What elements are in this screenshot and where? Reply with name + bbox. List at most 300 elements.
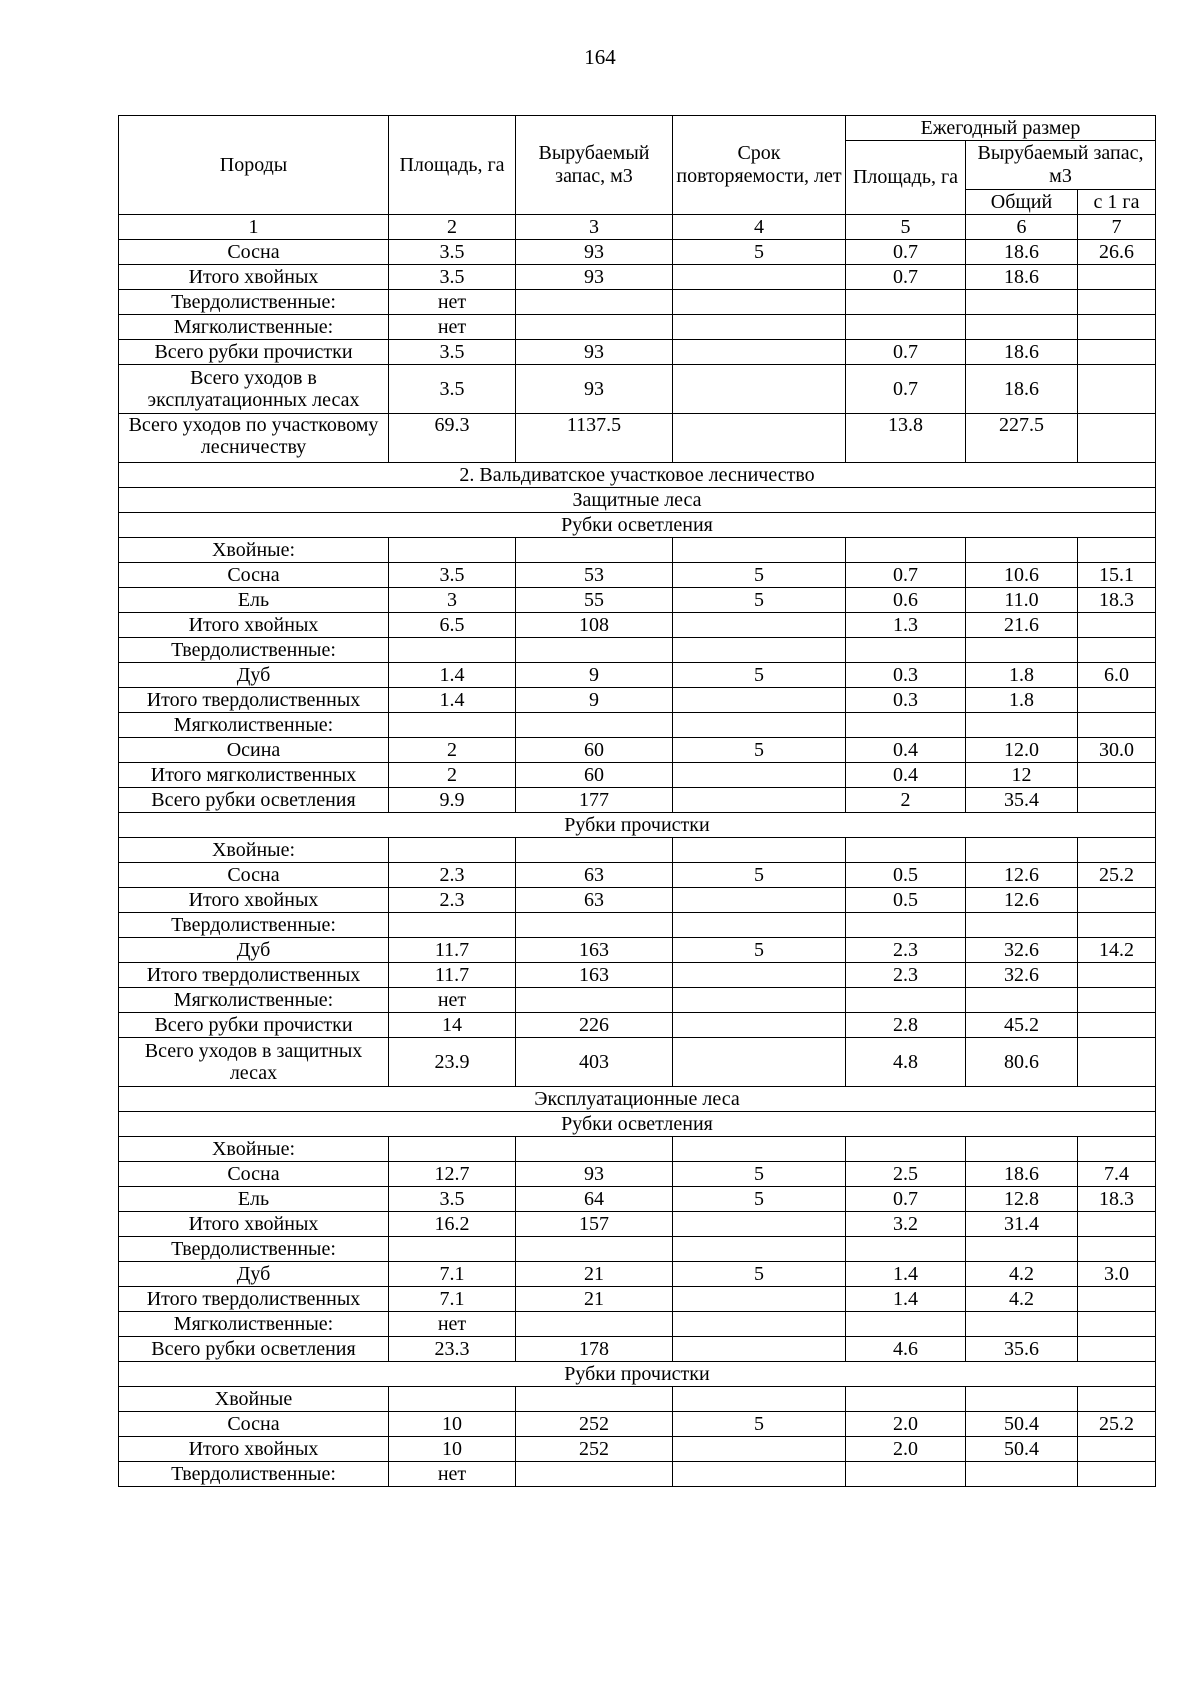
section-row (119, 513, 1156, 538)
cell-annual-area: 0.4 (846, 738, 966, 763)
cell-area: 9.9 (389, 788, 516, 813)
cell-felled-volume: 60 (516, 763, 673, 788)
cell-annual-area: 0.3 (846, 688, 966, 713)
cell-recurrence (673, 414, 846, 463)
cell-area: 3 (389, 588, 516, 613)
cell-species: Хвойные: (119, 1137, 389, 1162)
cell-annual-area (846, 638, 966, 663)
cell-annual-area (846, 290, 966, 315)
cell-species: Сосна (119, 563, 389, 588)
cell-annual-area: 2.3 (846, 963, 966, 988)
cell-recurrence (673, 1137, 846, 1162)
cell-annual-per-ha (1078, 1237, 1156, 1262)
cell-recurrence: 5 (673, 1187, 846, 1212)
cell-recurrence (673, 888, 846, 913)
cell-area: 11.7 (389, 963, 516, 988)
cell-annual-area: 0.7 (846, 365, 966, 414)
cell-annual-per-ha (1078, 1337, 1156, 1362)
cell-area (389, 1137, 516, 1162)
cell-felled-volume: 53 (516, 563, 673, 588)
cell-annual-per-ha (1078, 1013, 1156, 1038)
cell-species: Твердолиственные: (119, 1462, 389, 1487)
cell-annual-total: 1.8 (966, 663, 1078, 688)
cell-annual-per-ha: 18.3 (1078, 1187, 1156, 1212)
cell-felled-volume: 163 (516, 938, 673, 963)
header-annual-per-ha: с 1 га (1078, 190, 1156, 215)
section-row (119, 1087, 1156, 1112)
cell-felled-volume: 157 (516, 1212, 673, 1237)
cell-recurrence (673, 688, 846, 713)
cell-annual-total: 12 (966, 763, 1078, 788)
cell-recurrence (673, 713, 846, 738)
header-felled-volume: Вырубаемый запас, м3 (516, 116, 673, 215)
cell-recurrence (673, 1237, 846, 1262)
cell-annual-area: 0.7 (846, 1187, 966, 1212)
cell-species: Итого хвойных (119, 613, 389, 638)
table-row (119, 365, 1156, 414)
cell-annual-total: 35.6 (966, 1337, 1078, 1362)
cell-species: Хвойные (119, 1387, 389, 1412)
table-row (119, 1462, 1156, 1487)
cell-recurrence: 5 (673, 588, 846, 613)
table-body (119, 116, 1156, 1487)
cell-annual-per-ha (1078, 1387, 1156, 1412)
cell-area: 3.5 (389, 265, 516, 290)
cell-felled-volume: 93 (516, 265, 673, 290)
header-annual-volume: Вырубаемый запас, м3 (966, 141, 1156, 190)
header-area: Площадь, га (389, 116, 516, 215)
table-row (119, 265, 1156, 290)
cell-annual-area: 0.4 (846, 763, 966, 788)
table-row (119, 290, 1156, 315)
cell-felled-volume (516, 1137, 673, 1162)
table-row (119, 1187, 1156, 1212)
table-row (119, 1162, 1156, 1187)
cell-recurrence: 5 (673, 563, 846, 588)
cell-species: Мягколиственные: (119, 315, 389, 340)
cell-felled-volume: 252 (516, 1437, 673, 1462)
cell-species: Итого твердолиственных (119, 688, 389, 713)
cell-area: нет (389, 315, 516, 340)
cell-felled-volume (516, 988, 673, 1013)
cell-recurrence (673, 1013, 846, 1038)
cell-annual-area: 1.4 (846, 1287, 966, 1312)
cell-area: 10 (389, 1437, 516, 1462)
col-number: 5 (846, 215, 966, 240)
cell-annual-area: 0.6 (846, 588, 966, 613)
cell-annual-per-ha (1078, 763, 1156, 788)
cell-annual-area (846, 538, 966, 563)
cell-annual-per-ha: 25.2 (1078, 1412, 1156, 1437)
cell-species: Итого мягколиственных (119, 763, 389, 788)
cell-annual-per-ha (1078, 888, 1156, 913)
cell-felled-volume: 21 (516, 1262, 673, 1287)
cell-species: Всего рубки осветления (119, 788, 389, 813)
cell-area: 3.5 (389, 340, 516, 365)
cell-felled-volume (516, 913, 673, 938)
table-row (119, 1262, 1156, 1287)
section-label: Защитные леса (119, 488, 1156, 513)
cell-annual-total: 32.6 (966, 963, 1078, 988)
header-annual-size: Ежегодный размер (846, 116, 1156, 141)
cell-area: 7.1 (389, 1262, 516, 1287)
cell-felled-volume (516, 290, 673, 315)
col-number: 7 (1078, 215, 1156, 240)
cell-species: Всего уходов в эксплуатационных лесах (119, 365, 389, 414)
cell-annual-per-ha: 15.1 (1078, 563, 1156, 588)
col-number: 3 (516, 215, 673, 240)
cell-area: 2.3 (389, 888, 516, 913)
cell-annual-total: 12.6 (966, 888, 1078, 913)
cell-area (389, 638, 516, 663)
table-row (119, 538, 1156, 563)
cell-annual-per-ha (1078, 414, 1156, 463)
cell-recurrence: 5 (673, 240, 846, 265)
cell-area: 7.1 (389, 1287, 516, 1312)
table-row (119, 988, 1156, 1013)
cell-felled-volume: 1137.5 (516, 414, 673, 463)
table-row (119, 738, 1156, 763)
cell-annual-total: 32.6 (966, 938, 1078, 963)
cell-annual-area: 2.5 (846, 1162, 966, 1187)
cell-recurrence (673, 265, 846, 290)
cell-area: нет (389, 1462, 516, 1487)
cell-annual-total: 12.8 (966, 1187, 1078, 1212)
table-row (119, 1137, 1156, 1162)
table-row (119, 1212, 1156, 1237)
cell-felled-volume: 93 (516, 340, 673, 365)
table-row (119, 414, 1156, 463)
cell-annual-per-ha (1078, 1462, 1156, 1487)
cell-annual-per-ha (1078, 988, 1156, 1013)
table-row (119, 315, 1156, 340)
cell-felled-volume: 63 (516, 863, 673, 888)
cell-species: Мягколиственные: (119, 713, 389, 738)
cell-annual-total: 18.6 (966, 1162, 1078, 1187)
cell-annual-per-ha (1078, 1038, 1156, 1087)
cell-annual-area: 4.6 (846, 1337, 966, 1362)
cell-annual-total (966, 1237, 1078, 1262)
cell-recurrence (673, 1337, 846, 1362)
cell-recurrence (673, 1387, 846, 1412)
table-row (119, 638, 1156, 663)
cell-felled-volume (516, 1312, 673, 1337)
cell-recurrence: 5 (673, 663, 846, 688)
cell-felled-volume: 108 (516, 613, 673, 638)
cell-annual-total: 227.5 (966, 414, 1078, 463)
cell-annual-area: 2.3 (846, 938, 966, 963)
header-row-1 (119, 116, 1156, 141)
header-annual-area: Площадь, га (846, 141, 966, 215)
cell-species: Всего уходов в защитных лесах (119, 1038, 389, 1087)
cell-felled-volume: 64 (516, 1187, 673, 1212)
cell-annual-area: 0.7 (846, 240, 966, 265)
cell-species: Сосна (119, 1162, 389, 1187)
cell-felled-volume: 403 (516, 1038, 673, 1087)
cell-annual-area: 4.8 (846, 1038, 966, 1087)
cell-felled-volume (516, 713, 673, 738)
table-row (119, 863, 1156, 888)
cell-felled-volume (516, 1387, 673, 1412)
cell-recurrence (673, 988, 846, 1013)
cell-annual-area (846, 713, 966, 738)
section-row (119, 488, 1156, 513)
cell-area: 2 (389, 738, 516, 763)
cell-area: 1.4 (389, 663, 516, 688)
cell-annual-per-ha: 30.0 (1078, 738, 1156, 763)
section-label: Рубки осветления (119, 513, 1156, 538)
cell-annual-per-ha (1078, 713, 1156, 738)
cell-area (389, 838, 516, 863)
header-species: Породы (119, 116, 389, 215)
cell-annual-area: 2 (846, 788, 966, 813)
cell-annual-area: 2.8 (846, 1013, 966, 1038)
cell-annual-total: 4.2 (966, 1287, 1078, 1312)
header-recurrence: Срок повторяемости, лет (673, 116, 846, 215)
cell-annual-total: 10.6 (966, 563, 1078, 588)
cell-annual-per-ha (1078, 538, 1156, 563)
cell-annual-total (966, 1387, 1078, 1412)
cell-felled-volume: 21 (516, 1287, 673, 1312)
cell-annual-area (846, 315, 966, 340)
cell-felled-volume (516, 1462, 673, 1487)
cell-species: Твердолиственные: (119, 913, 389, 938)
cell-area: нет (389, 1312, 516, 1337)
cell-annual-per-ha (1078, 365, 1156, 414)
cell-annual-total (966, 315, 1078, 340)
section-label: Рубки прочистки (119, 813, 1156, 838)
cell-annual-per-ha (1078, 265, 1156, 290)
cell-species: Итого хвойных (119, 1212, 389, 1237)
cell-annual-area: 0.5 (846, 863, 966, 888)
cell-recurrence (673, 1437, 846, 1462)
cell-area: 3.5 (389, 563, 516, 588)
cell-species: Всего уходов по участковому лесничеству (119, 414, 389, 463)
cell-annual-area (846, 913, 966, 938)
cell-annual-per-ha: 25.2 (1078, 863, 1156, 888)
cell-recurrence (673, 538, 846, 563)
table-row (119, 1287, 1156, 1312)
cell-area (389, 1387, 516, 1412)
table-row (119, 713, 1156, 738)
table-row (119, 1312, 1156, 1337)
cell-annual-per-ha (1078, 688, 1156, 713)
cell-area (389, 713, 516, 738)
cell-felled-volume: 163 (516, 963, 673, 988)
table-row (119, 838, 1156, 863)
table-row (119, 1013, 1156, 1038)
cell-recurrence: 5 (673, 863, 846, 888)
cell-annual-total: 18.6 (966, 340, 1078, 365)
table-row (119, 663, 1156, 688)
cell-felled-volume: 93 (516, 1162, 673, 1187)
cell-annual-area: 1.3 (846, 613, 966, 638)
cell-recurrence (673, 1287, 846, 1312)
cell-annual-total (966, 638, 1078, 663)
cell-recurrence (673, 1312, 846, 1337)
cell-annual-total (966, 838, 1078, 863)
cell-annual-per-ha: 6.0 (1078, 663, 1156, 688)
cell-species: Дуб (119, 663, 389, 688)
cell-annual-total: 45.2 (966, 1013, 1078, 1038)
cell-annual-area: 0.7 (846, 563, 966, 588)
cell-annual-area (846, 988, 966, 1013)
table-row (119, 788, 1156, 813)
col-number: 4 (673, 215, 846, 240)
cell-annual-area: 0.5 (846, 888, 966, 913)
cell-annual-per-ha: 26.6 (1078, 240, 1156, 265)
table-row (119, 1412, 1156, 1437)
cell-annual-per-ha (1078, 788, 1156, 813)
cell-annual-area: 3.2 (846, 1212, 966, 1237)
table-row (119, 613, 1156, 638)
cell-species: Итого твердолиственных (119, 963, 389, 988)
cell-annual-total (966, 913, 1078, 938)
cell-annual-per-ha (1078, 1437, 1156, 1462)
table-row (119, 1237, 1156, 1262)
cell-annual-per-ha (1078, 1212, 1156, 1237)
cell-felled-volume (516, 538, 673, 563)
cell-felled-volume: 93 (516, 365, 673, 414)
cell-area (389, 913, 516, 938)
cell-annual-total (966, 1462, 1078, 1487)
cell-area: 10 (389, 1412, 516, 1437)
cell-species: Итого хвойных (119, 1437, 389, 1462)
cell-annual-per-ha (1078, 290, 1156, 315)
cell-species: Ель (119, 588, 389, 613)
cell-area: 14 (389, 1013, 516, 1038)
cell-annual-total: 50.4 (966, 1412, 1078, 1437)
col-number: 2 (389, 215, 516, 240)
table-row (119, 563, 1156, 588)
cell-annual-area: 2.0 (846, 1412, 966, 1437)
cell-species: Хвойные: (119, 838, 389, 863)
cell-area: 23.3 (389, 1337, 516, 1362)
cell-area: 3.5 (389, 1187, 516, 1212)
cell-annual-area: 1.4 (846, 1262, 966, 1287)
cell-annual-area (846, 1387, 966, 1412)
table-row (119, 888, 1156, 913)
cell-annual-per-ha (1078, 638, 1156, 663)
page-number: 164 (584, 45, 616, 69)
cell-felled-volume: 9 (516, 663, 673, 688)
cell-annual-total: 50.4 (966, 1437, 1078, 1462)
cell-annual-area: 0.7 (846, 265, 966, 290)
cell-species: Мягколиственные: (119, 988, 389, 1013)
cell-annual-area: 13.8 (846, 414, 966, 463)
cell-recurrence (673, 613, 846, 638)
cell-annual-per-ha (1078, 340, 1156, 365)
cell-felled-volume: 226 (516, 1013, 673, 1038)
cell-annual-per-ha: 18.3 (1078, 588, 1156, 613)
cell-area: 1.4 (389, 688, 516, 713)
cell-species: Итого твердолиственных (119, 1287, 389, 1312)
cell-species: Мягколиственные: (119, 1312, 389, 1337)
table-row (119, 1038, 1156, 1087)
section-label: Рубки осветления (119, 1112, 1156, 1137)
cell-species: Сосна (119, 863, 389, 888)
cell-annual-total: 35.4 (966, 788, 1078, 813)
cell-felled-volume: 55 (516, 588, 673, 613)
cell-annual-total (966, 1137, 1078, 1162)
cell-recurrence: 5 (673, 1162, 846, 1187)
table-row (119, 1337, 1156, 1362)
col-number: 1 (119, 215, 389, 240)
table-row (119, 1437, 1156, 1462)
cell-recurrence (673, 1212, 846, 1237)
cell-annual-total: 18.6 (966, 240, 1078, 265)
cell-area (389, 538, 516, 563)
cell-annual-per-ha (1078, 963, 1156, 988)
cell-annual-area (846, 838, 966, 863)
cell-species: Ель (119, 1187, 389, 1212)
cell-species: Осина (119, 738, 389, 763)
cell-recurrence (673, 340, 846, 365)
cell-species: Дуб (119, 938, 389, 963)
cell-area: 2.3 (389, 863, 516, 888)
cell-species: Хвойные: (119, 538, 389, 563)
cell-recurrence (673, 315, 846, 340)
table-row (119, 588, 1156, 613)
cell-recurrence (673, 1038, 846, 1087)
cell-annual-area: 0.7 (846, 340, 966, 365)
cell-species: Всего рубки прочистки (119, 1013, 389, 1038)
cell-annual-per-ha (1078, 613, 1156, 638)
cell-area: 23.9 (389, 1038, 516, 1087)
cell-felled-volume: 177 (516, 788, 673, 813)
table-row (119, 1387, 1156, 1412)
column-number-row (119, 215, 1156, 240)
table-row (119, 963, 1156, 988)
cell-recurrence (673, 788, 846, 813)
cell-annual-area (846, 1237, 966, 1262)
cell-annual-per-ha (1078, 913, 1156, 938)
table-row (119, 340, 1156, 365)
cell-area: 12.7 (389, 1162, 516, 1187)
cell-felled-volume (516, 638, 673, 663)
cell-species: Итого хвойных (119, 265, 389, 290)
cell-species: Сосна (119, 1412, 389, 1437)
cell-annual-per-ha (1078, 1287, 1156, 1312)
cell-species: Всего рубки осветления (119, 1337, 389, 1362)
cell-annual-per-ha (1078, 838, 1156, 863)
cell-recurrence (673, 763, 846, 788)
cell-annual-total: 12.6 (966, 863, 1078, 888)
section-label: Эксплуатационные леса (119, 1087, 1156, 1112)
cell-recurrence: 5 (673, 1412, 846, 1437)
cell-felled-volume: 93 (516, 240, 673, 265)
cell-annual-area (846, 1312, 966, 1337)
col-number: 6 (966, 215, 1078, 240)
table-row (119, 938, 1156, 963)
cell-recurrence: 5 (673, 1262, 846, 1287)
section-row (119, 463, 1156, 488)
section-row (119, 1112, 1156, 1137)
cell-species: Твердолиственные: (119, 290, 389, 315)
cell-felled-volume: 60 (516, 738, 673, 763)
cell-felled-volume: 252 (516, 1412, 673, 1437)
cell-area: 6.5 (389, 613, 516, 638)
cell-species: Твердолиственные: (119, 638, 389, 663)
cell-species: Дуб (119, 1262, 389, 1287)
cell-recurrence (673, 913, 846, 938)
cell-annual-total (966, 713, 1078, 738)
section-row (119, 813, 1156, 838)
cell-annual-total (966, 1312, 1078, 1337)
cell-annual-area: 0.3 (846, 663, 966, 688)
cell-area: нет (389, 290, 516, 315)
cell-felled-volume (516, 315, 673, 340)
